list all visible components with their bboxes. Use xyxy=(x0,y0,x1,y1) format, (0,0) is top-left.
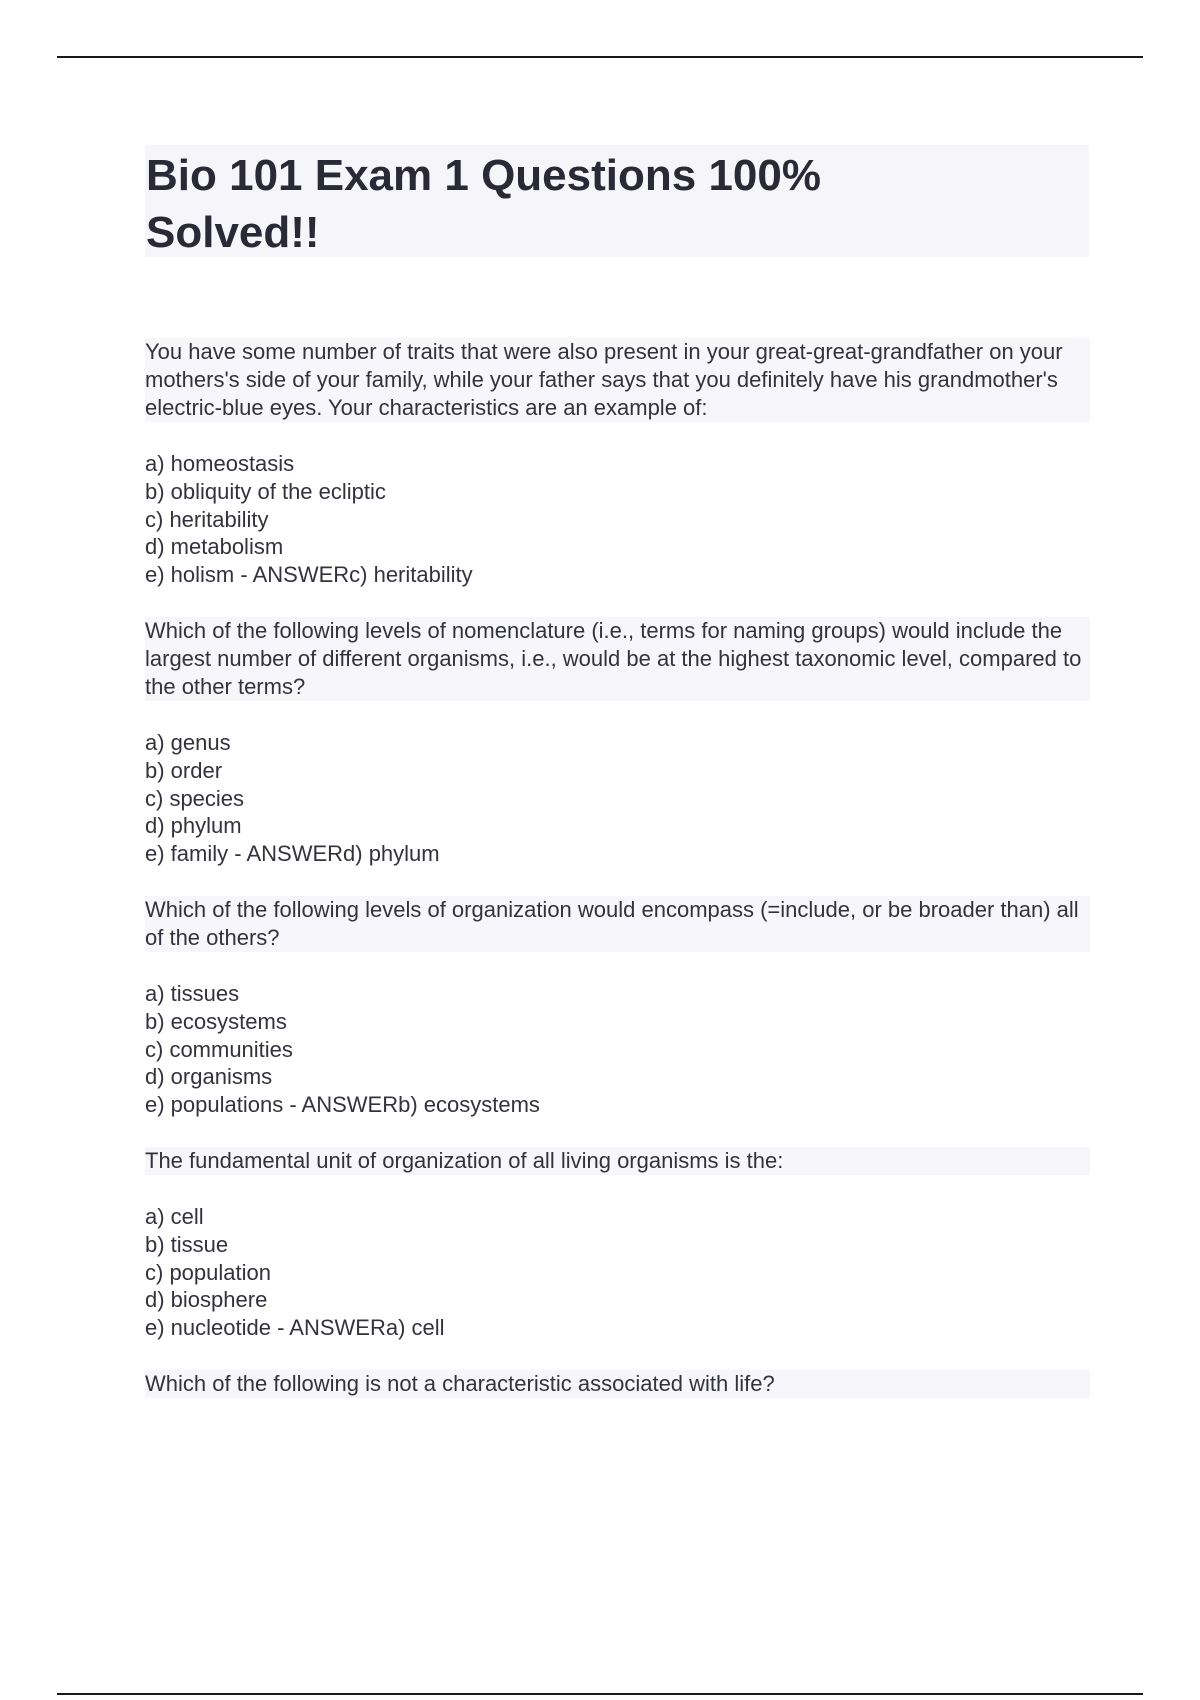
option-item: d) metabolism xyxy=(145,534,284,560)
option-item-answer: e) nucleotide - ANSWERa) cell xyxy=(145,1315,445,1341)
question-text: Which of the following is not a characteristic associated with life? xyxy=(145,1370,1090,1398)
option-item: b) ecosystems xyxy=(145,1008,287,1034)
option-item: a) tissues xyxy=(145,980,240,1006)
question-text: You have some number of traits that were also present in your great-great-grandfather on your mothers's side of your family, while your father says that you definitely have his grandmother's electric-blue eyes. Your characteristics are an example of: xyxy=(145,338,1090,422)
question-text: Which of the following levels of organization would encompass (=include, or be broader than) all of the others? xyxy=(145,896,1090,952)
option-item: a) cell xyxy=(145,1203,204,1229)
option-item-answer: e) holism - ANSWERc) heritability xyxy=(145,562,473,588)
option-item-answer: e) family - ANSWERd) phylum xyxy=(145,841,440,867)
question-block xyxy=(145,1147,1090,1370)
question-text: Which of the following levels of nomenclature (i.e., terms for naming groups) would include the largest number of different organisms, i.e., would be at the highest taxonomic level, compared to the other terms? xyxy=(145,617,1090,701)
option-item: d) biosphere xyxy=(145,1287,268,1313)
option-list xyxy=(145,450,1090,589)
question-block xyxy=(145,1370,1090,1398)
option-item: c) population xyxy=(145,1259,271,1285)
option-item: b) tissue xyxy=(145,1231,229,1257)
option-item: b) order xyxy=(145,757,223,783)
option-item: a) genus xyxy=(145,729,231,755)
question-block xyxy=(145,617,1090,896)
question-block xyxy=(145,338,1090,617)
option-item: c) heritability xyxy=(145,506,269,532)
option-item: c) communities xyxy=(145,1036,293,1062)
option-item: c) species xyxy=(145,785,245,811)
option-item: b) obliquity of the ecliptic xyxy=(145,478,386,504)
option-item: d) organisms xyxy=(145,1064,273,1090)
question-text: The fundamental unit of organization of all living organisms is the: xyxy=(145,1147,1090,1175)
document-title: Bio 101 Exam 1 Questions 100% Solved!! xyxy=(146,151,821,257)
question-list xyxy=(145,338,1090,1398)
option-item: d) phylum xyxy=(145,813,242,839)
bottom-rule xyxy=(57,1693,1143,1695)
question-block xyxy=(145,896,1090,1147)
option-list xyxy=(145,1203,1090,1342)
option-item-answer: e) populations - ANSWERb) ecosystems xyxy=(145,1092,540,1118)
option-list xyxy=(145,729,1090,868)
option-item: a) homeostasis xyxy=(145,451,295,476)
option-list xyxy=(145,980,1090,1119)
top-rule xyxy=(57,56,1143,58)
